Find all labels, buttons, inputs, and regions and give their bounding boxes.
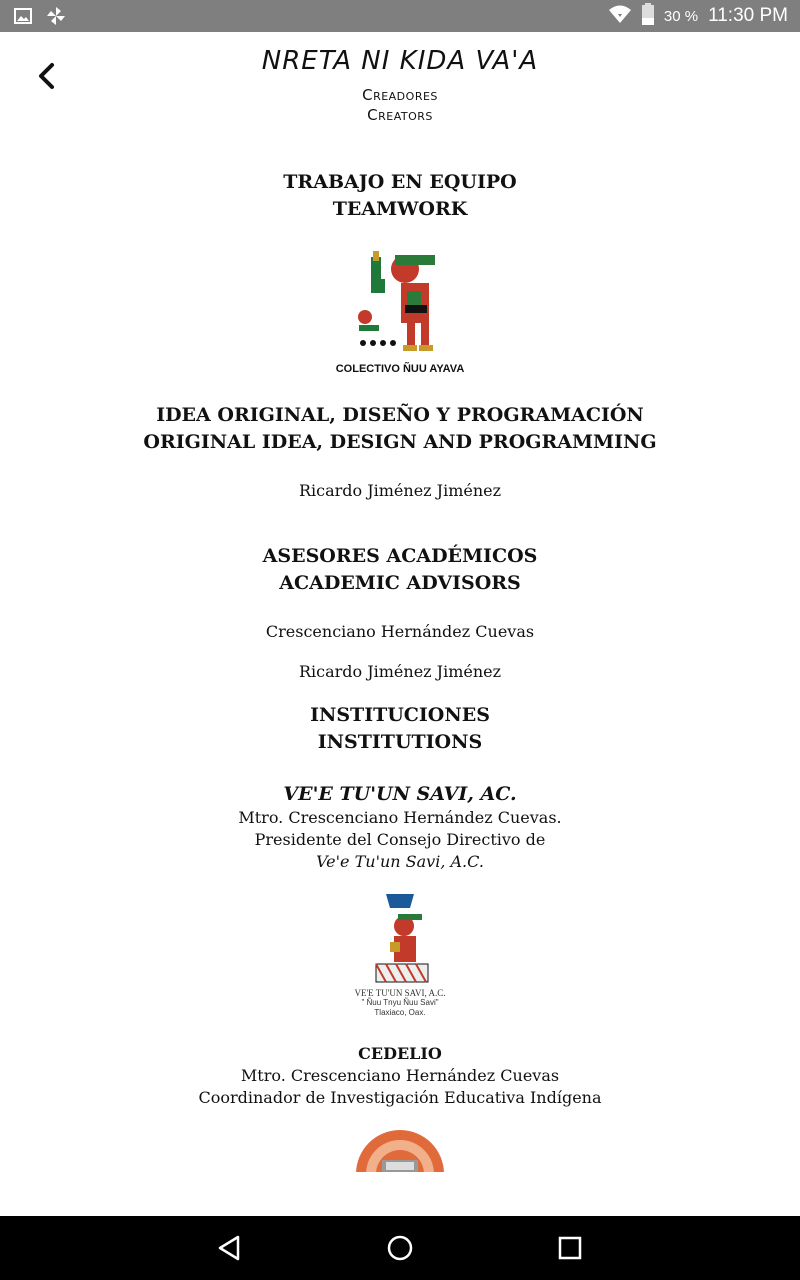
cedelio-name: CEDELIO — [358, 1044, 442, 1063]
institutions-heading-es: INSTITUCIONES — [310, 704, 490, 726]
vee-institution — [0, 781, 800, 873]
vee-logo-line1: VE'E TU'UN SAVI, A.C. — [354, 988, 446, 998]
vee-figure-illustration — [360, 892, 440, 984]
advisor-person: Crescenciano Hernández Cuevas — [265, 622, 535, 641]
cedelio-logo — [0, 1124, 800, 1172]
status-bar — [0, 0, 800, 32]
idea-heading-es: IDEA ORIGINAL, DISEÑO Y PROGRAMACIÓN — [156, 404, 644, 426]
subtitle-es: Creadores — [362, 86, 438, 104]
institutions-heading-en: INSTITUTIONS — [317, 731, 483, 753]
wifi-icon — [608, 4, 632, 29]
nav-recents-button[interactable] — [554, 1232, 586, 1264]
mixtec-figure-illustration — [345, 247, 455, 359]
teamwork-heading — [0, 169, 800, 223]
page-title: NRETA NI KIDA VA'A — [261, 46, 539, 76]
vee-line3: Ve'e Tu'un Savi, A.C. — [316, 852, 484, 871]
vee-logo — [0, 892, 800, 1018]
battery-percent: 30 % — [663, 7, 699, 25]
institutions-heading — [0, 702, 800, 756]
navigation-bar — [0, 1216, 800, 1280]
image-icon — [14, 7, 32, 30]
vee-logo-line2: " Ñuu Tnyu Ñuu Savi" — [361, 998, 439, 1007]
nav-home-button[interactable] — [384, 1232, 416, 1264]
advisors-heading-en: ACADEMIC ADVISORS — [279, 572, 521, 594]
circle-home-icon — [384, 1249, 416, 1268]
triangle-back-icon — [214, 1249, 246, 1268]
header — [0, 32, 800, 132]
cedelio-institution — [0, 1043, 800, 1109]
idea-heading — [0, 402, 800, 456]
cedelio-sun-illustration — [344, 1124, 456, 1172]
advisors-heading-es: ASESORES ACADÉMICOS — [262, 545, 538, 567]
vee-logo-line3: Tlaxiaco, Oax. — [374, 1008, 426, 1017]
cedelio-line2: Coordinador de Investigación Educativa Indígena — [198, 1088, 602, 1107]
vee-line1: Mtro. Crescenciano Hernández Cuevas. — [238, 808, 562, 827]
idea-person: Ricardo Jiménez Jiménez — [298, 481, 502, 500]
pinwheel-icon — [46, 6, 66, 31]
colectivo-logo — [0, 247, 800, 375]
advisors-heading — [0, 543, 800, 597]
idea-heading-en: ORIGINAL IDEA, DESIGN AND PROGRAMMING — [143, 431, 657, 453]
teamwork-heading-en: TEAMWORK — [332, 198, 468, 220]
subtitle-en: Creators — [367, 106, 433, 124]
vee-name: VE'E TU'UN SAVI, AC. — [283, 783, 517, 805]
cedelio-line1: Mtro. Crescenciano Hernández Cuevas — [240, 1066, 560, 1085]
teamwork-heading-es: TRABAJO EN EQUIPO — [283, 171, 517, 193]
clock: 11:30 PM — [708, 5, 788, 26]
square-recents-icon — [554, 1249, 586, 1268]
colectivo-logo-caption: COLECTIVO ÑUU AYAVA — [335, 363, 465, 375]
vee-line2: Presidente del Consejo Directivo de — [254, 830, 546, 849]
battery-icon — [642, 3, 654, 30]
advisor-person: Ricardo Jiménez Jiménez — [298, 662, 502, 681]
nav-back-button[interactable] — [214, 1232, 246, 1264]
credits-scroll-area[interactable] — [0, 132, 800, 1172]
